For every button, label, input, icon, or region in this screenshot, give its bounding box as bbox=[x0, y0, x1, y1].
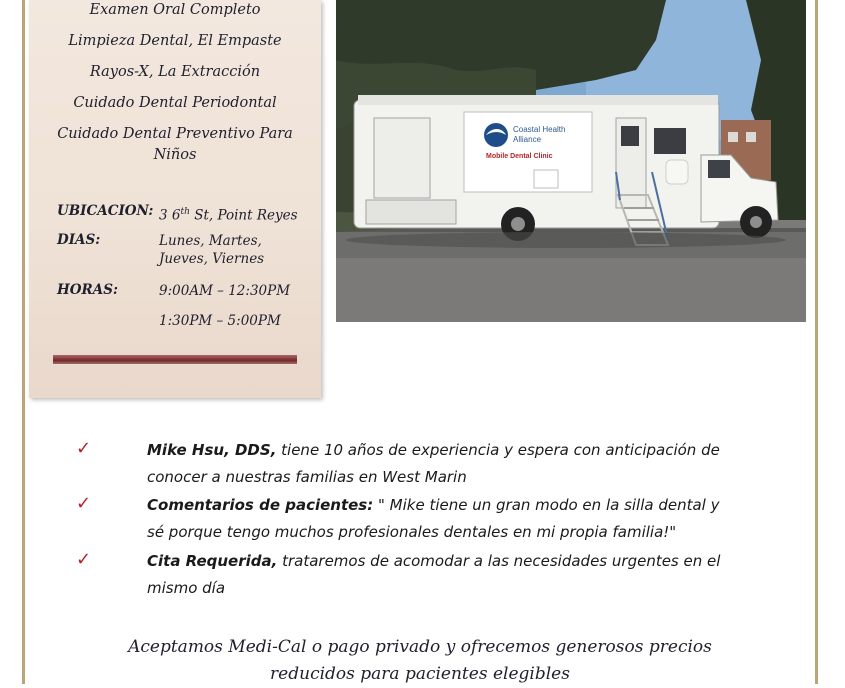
location-value: 3 6th St, Point Reyes bbox=[159, 207, 298, 224]
checkmark-icon: ✓ bbox=[76, 438, 92, 459]
decorative-divider bbox=[53, 355, 297, 364]
page-border-left bbox=[22, 0, 25, 684]
service-item: Cuidado Dental Preventivo Para bbox=[57, 126, 293, 142]
page-border-right bbox=[815, 0, 818, 684]
vehicle-logo-line2: Alliance bbox=[513, 135, 542, 144]
vehicle-logo-line1: Coastal Health bbox=[513, 125, 566, 134]
service-item: Limpieza Dental, El Empaste bbox=[68, 33, 282, 49]
service-item: Rayos-X, La Extracción bbox=[89, 64, 261, 80]
vehicle-clinic-label: Mobile Dental Clinic bbox=[486, 153, 553, 160]
services-panel bbox=[29, 0, 321, 398]
checkmark-icon: ✓ bbox=[76, 493, 92, 514]
hours-morning: 9:00AM – 12:30PM bbox=[159, 283, 291, 299]
service-item: Niños bbox=[153, 147, 197, 163]
list-item: Comentarios de pacientes: " Mike tiene un gran modo en la silla dental y sé porque tengo muchos profesionales dentales en mi propia familia!" bbox=[147, 496, 720, 541]
list-item: Cita Requerida, trataremos de acomodar a las necesidades urgentes en el mismo día bbox=[147, 552, 721, 597]
location-label: UBICACION: bbox=[57, 203, 154, 219]
service-item: Cuidado Dental Periodontal bbox=[73, 95, 277, 111]
service-item: Examen Oral Completo bbox=[89, 2, 261, 18]
mobile-clinic-illustration bbox=[336, 0, 806, 322]
hours-label: HORAS: bbox=[57, 282, 118, 298]
days-label: DIAS: bbox=[57, 232, 101, 248]
payment-note bbox=[60, 634, 780, 688]
payment-note-line2: reducidos para pacientes elegibles bbox=[270, 664, 570, 684]
payment-note-line1: Aceptamos Medi-Cal o pago privado y ofrecemos generosos precios bbox=[128, 637, 712, 657]
checkmark-icon: ✓ bbox=[76, 549, 92, 570]
hours-afternoon: 1:30PM – 5:00PM bbox=[159, 313, 281, 329]
mobile-clinic-photo bbox=[336, 0, 806, 322]
list-item: Mike Hsu, DDS, tiene 10 años de experiencia y espera con anticipación de conocer a nuestras familias en West Marin bbox=[147, 441, 720, 486]
days-value: Lunes, Martes, Jueves, Viernes bbox=[159, 233, 265, 267]
